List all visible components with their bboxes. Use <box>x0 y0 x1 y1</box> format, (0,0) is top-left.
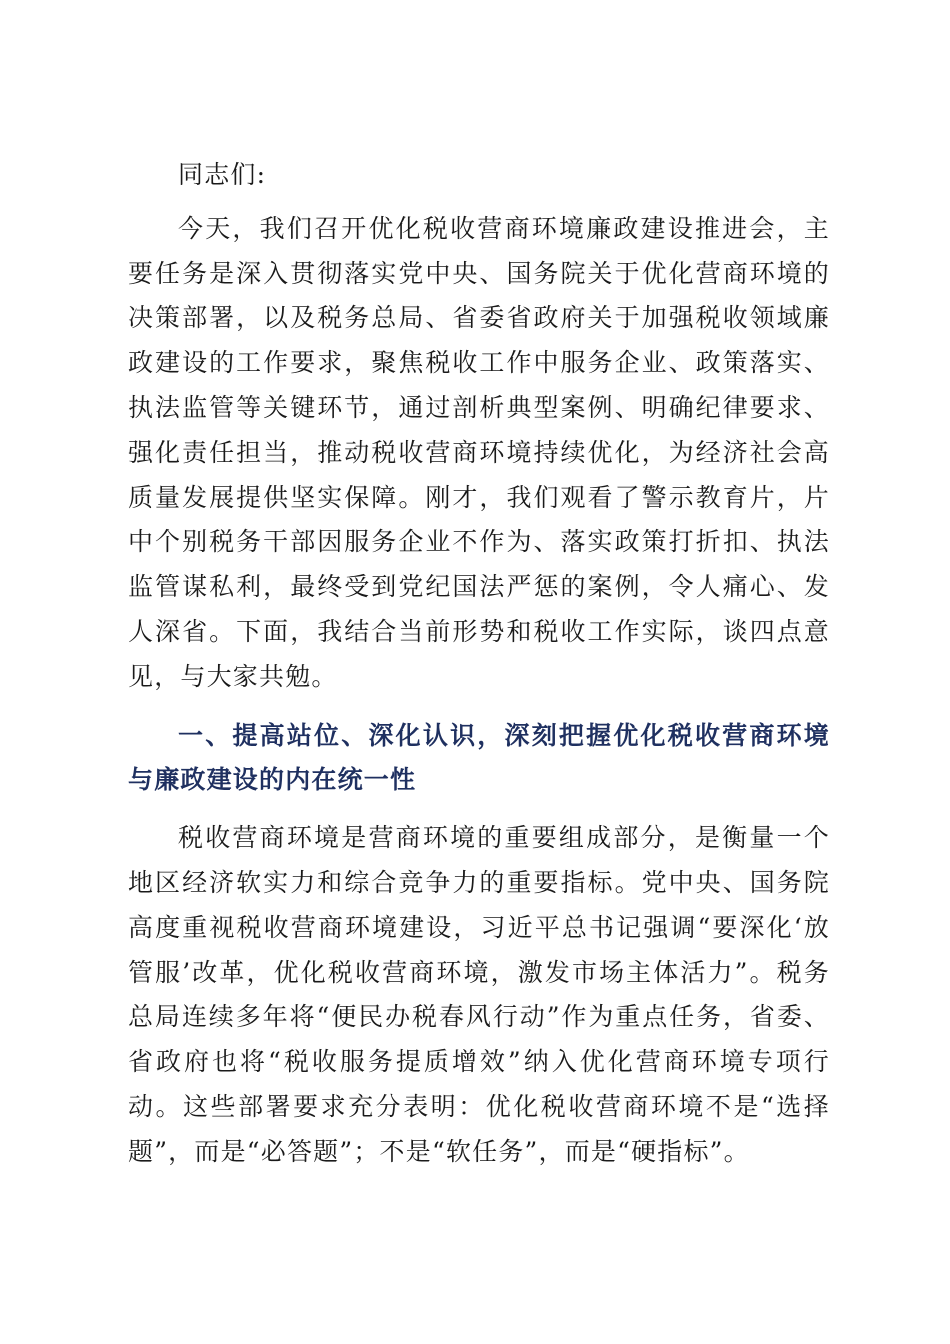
document-body <box>128 153 830 1189</box>
section-heading: 一、提高站位、深化认识，深刻把握优化税收营商环境与廉政建设的内在统一性 <box>128 720 830 795</box>
greeting: 同志们: <box>178 160 267 189</box>
opening-paragraph: 今天，我们召开优化税收营商环境廉政建设推进会，主要任务是深入贯彻落实党中央、国务院关于优化营商环境的决策部署，以及税务总局、省委省政府关于加强税收领域廉政建设的工作要求，聚焦税收工作中服务企业、政策落实、执法监管等关键环节，通过剖析典型案例、明确纪律要求、强化责任担当，推动税收营商环境持续优化，为经济社会高质量发展提供坚实保障。刚才，我们观看了警示教育片，片中个别税务干部因服务企业不作为、落实政策打折扣、执法监管谋私利，最终受到党纪国法严惩的案例，令人痛心、发人深省。下面，我结合当前形势和税收工作实际，谈四点意见，与大家共勉。 <box>128 213 830 691</box>
section-paragraph: 税收营商环境是营商环境的重要组成部分，是衡量一个地区经济软实力和综合竞争力的重要指标。党中央、国务院高度重视税收营商环境建设，习近平总书记强调“要深化‘放管服’改革，优化税收营商环境，激发市场主体活力”。税务总局连续多年将“便民办税春风行动”作为重点任务，省委、省政府也将“税收服务提质增效”纳入优化营商环境专项行动。这些部署要求充分表明：优化税收营商环境不是“选择题”，而是“必答题”；不是“软任务”，而是“硬指标”。 <box>128 823 830 1166</box>
